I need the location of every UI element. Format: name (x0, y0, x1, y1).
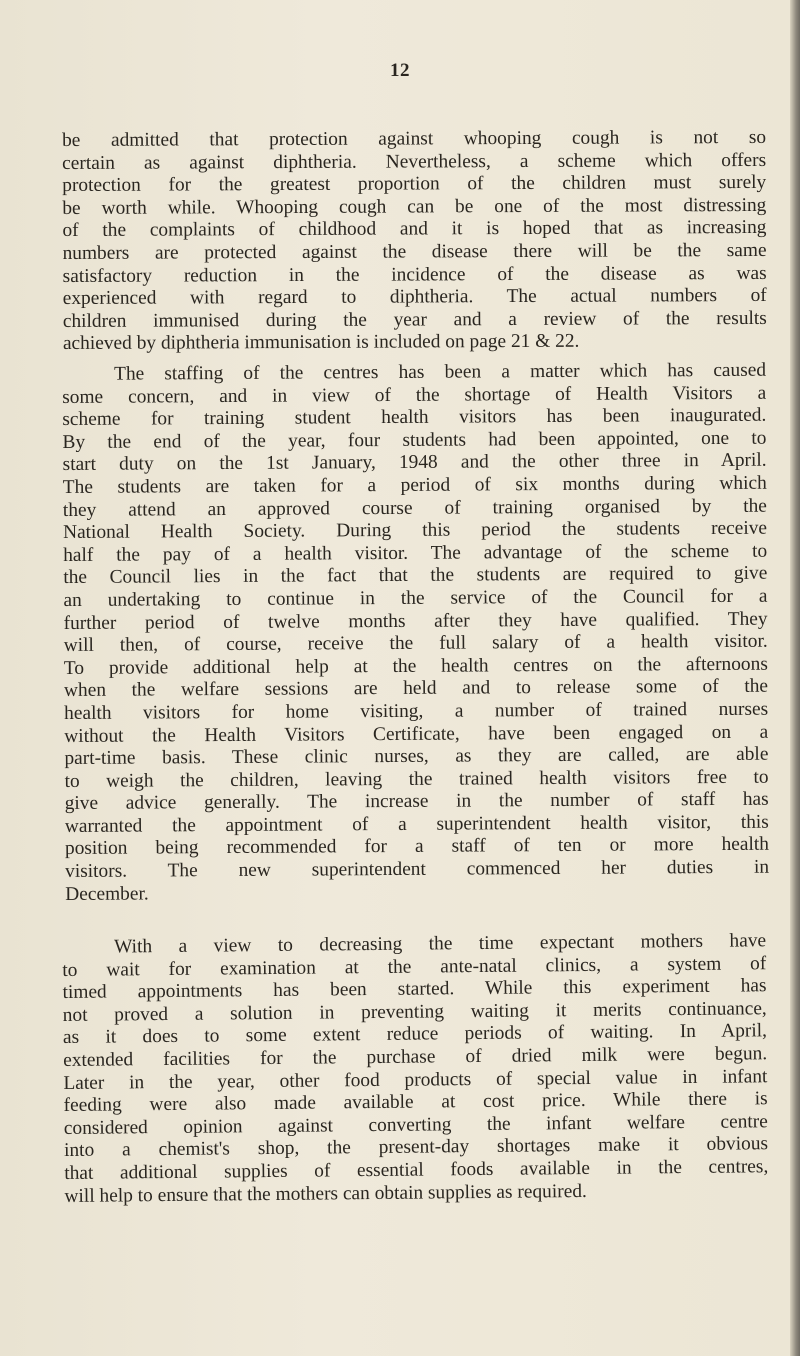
text-line: The students are taken for a period of six months during which (62, 472, 767, 498)
text-line: as it does to some extent reduce periods of waiting. In April, (62, 1020, 768, 1049)
text-line: December. (65, 883, 149, 905)
text-line: to weigh the children, leaving the trained health visitors free to (64, 766, 769, 792)
text-line: numbers are protected against the disease there will be the same (62, 239, 767, 264)
text-line: into a chemist's shop, the present-day shortages make it obvious (63, 1133, 769, 1162)
text-line: start duty on the 1st January, 1948 and the other three in April. (62, 450, 767, 476)
text-line: half the pay of a health visitor. The advantage of the scheme to (63, 540, 768, 566)
text-line: not proved a solution in preventing waiting it merits continuance, (62, 998, 767, 1026)
text-line: Later in the year, other food products of special value in infant (63, 1065, 768, 1094)
paragraph-ante-natal (62, 930, 769, 1208)
text-line: protection for the greatest proportion of the children must surely (62, 172, 767, 197)
text-line: warranted the appointment of a superintendent health visitor, this (64, 811, 769, 837)
text-line: With a view to decreasing the time expectant mothers have (113, 930, 767, 958)
text-line: an undertaking to continue in the service of the Council for a (63, 585, 768, 611)
text-line: be admitted that protection against whooping cough is not so (62, 126, 767, 151)
text-line: will help to ensure that the mothers can obtain supplies as required. (64, 1180, 587, 1207)
text-line: achieved by diphtheria immunisation is included on page 21 & 22. (62, 331, 580, 355)
text-line: considered opinion against converting the infant welfare centre (63, 1110, 768, 1139)
text-line: feeding were also made available at cost price. While there is (63, 1088, 768, 1117)
text-line: will then, of course, receive the full salary of a health visitor. (63, 630, 768, 657)
paragraph-staffing (62, 360, 769, 907)
text-line: without the Health Visitors Certificate, have been engaged on a (64, 721, 769, 747)
text-line: position being recommended for a staff of ten or more health (64, 834, 770, 860)
text-line: part-time basis. These clinic nurses, as they are called, are able (64, 743, 769, 770)
page-edge-shadow (790, 0, 800, 1356)
text-line: experienced with regard to diphtheria. The actual numbers of (62, 285, 767, 310)
text-line: scheme for training student health visitors has been inaugurated. (62, 404, 767, 431)
text-line: that additional supplies of essential foods available in the centres, (64, 1156, 769, 1184)
text-line: extended facilities for the purchase of dried milk were begun. (63, 1043, 768, 1071)
text-line: the Council lies in the fact that the students are required to give (63, 563, 768, 589)
text-line: when the welfare sessions are held and to release some of the (63, 676, 769, 702)
text-line: certain as against diphtheria. Nevertheless, a scheme which offers (62, 149, 767, 174)
text-line: to wait for examination at the ante-natal clinics, a system of (62, 952, 767, 981)
text-line: visitors. The new superintendent commenced her duties in (65, 856, 770, 883)
text-line: give advice generally. The increase in the number of staff has (64, 788, 769, 815)
text-line: To provide additional help at the health centres on the afternoons (63, 653, 768, 679)
text-line: The staffing of the centres has been a matter which has caused (113, 359, 767, 385)
text-line: of the complaints of childhood and it is hoped that as increasing (62, 217, 767, 242)
text-line: health visitors for home visiting, a number of trained nurses (64, 698, 769, 724)
text-line: National Health Society. During this period the students receive (62, 517, 768, 544)
text-line: satisfactory reduction in the incidence of the disease as was (62, 262, 767, 287)
text-line: they attend an approved course of training organised by the (62, 495, 767, 521)
text-line: further period of twelve months after they have qualified. They (63, 608, 768, 634)
text-line: children immunised during the year and a review of the results (62, 307, 767, 332)
text-line: timed appointments has been started. While this experiment has (62, 975, 767, 1004)
page-number: 12 (390, 60, 410, 81)
text-line: be worth while. Whooping cough can be one of the most distressing (62, 194, 767, 219)
text-line: By the end of the year, four students had been appointed, one to (62, 427, 767, 453)
paragraph-whooping-cough (62, 127, 767, 356)
text-line: some concern, and in view of the shortage of Health Visitors a (62, 382, 767, 408)
